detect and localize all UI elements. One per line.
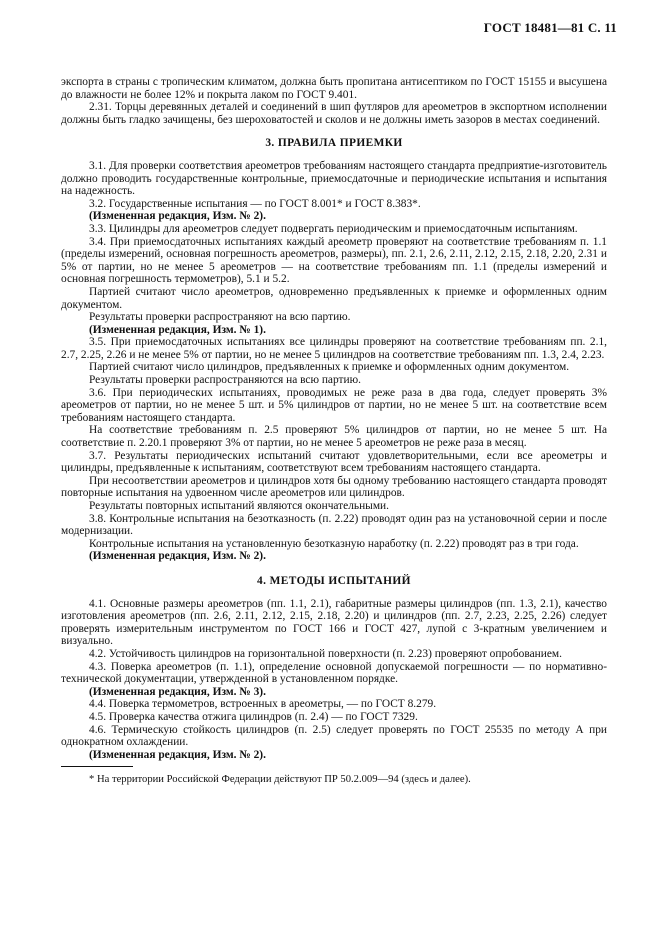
edit-note: (Измененная редакция, Изм. № 2). — [89, 550, 266, 563]
paragraph: 3.6. При периодических испытаниях, проводимых не реже раза в два года, следует проверять 3% ареометров от партии, но не менее 5 шт. и 5% цилиндров от партии, но не менее 5 шт. на соответствие всем требованиям настоящего стандарта. — [61, 386, 607, 424]
paragraph: 4.2. Устойчивость цилиндров на горизонтальной поверхности (п. 2.23) проверяют опробованием. — [89, 647, 562, 660]
edit-note: (Измененная редакция, Изм. № 2). — [89, 210, 266, 223]
paragraph: 4.5. Проверка качества отжига цилиндров (п. 2.4) — по ГОСТ 7329. — [89, 710, 418, 723]
paragraph: Контрольные испытания на установленную безотказную наработку (п. 2.22) проводят раз в три года. — [89, 537, 579, 550]
paragraph: 4.6. Термическую стойкость цилиндров (п. 2.5) следует проверять по ГОСТ 25535 по методу А при однократном охлаждении. — [61, 723, 607, 749]
paragraph: 2.31. Торцы деревянных деталей и соединений в шип футляров для ареометров в экспортном исполнении должны быть гладко зачищены, без шероховатостей и сколов и не должны иметь зазоров в местах соединений. — [61, 101, 607, 126]
section-heading: 3. ПРАВИЛА ПРИЕМКИ — [265, 137, 403, 150]
edit-note: (Измененная редакция, Изм. № 2). — [89, 748, 266, 761]
paragraph: Партией считают число цилиндров, предъявленных к приемке и оформленных одним документом. — [89, 361, 570, 374]
edit-note: (Измененная редакция, Изм. № 1). — [89, 323, 266, 336]
paragraph: 3.4. При приемосдаточных испытаниях каждый ареометр проверяют на соответствие требованиям п. 1.1 (пределы измерений, основная погрешность ареометров, размеры), пп. 2.1, 2.6, 2.11, 2.12, 2.15, 2.18, 2.20, 2.31 и 5% от партии, но не менее 5 ареометров — на соответствие требованиям пп. 1.1 (пределы измерений и основная погрешность термометров), 5.1 и 5.2. — [61, 235, 607, 286]
paragraph: 3.1. Для проверки соответствия ареометров требованиям настоящего стандарта предприятие-изготовитель должно проводить государственные контрольные, приемосдаточные и периодические испытания и испытания на надежность. — [61, 159, 607, 198]
page-header: ГОСТ 18481—81 С. 11 — [483, 20, 617, 35]
page-body — [61, 76, 607, 787]
paragraph: 4.4. Поверка термометров, встроенных в ареометры, — по ГОСТ 8.279. — [89, 698, 437, 711]
section-heading: 4. МЕТОДЫ ИСПЫТАНИЙ — [257, 574, 411, 587]
paragraph: Результаты проверки распространяют на всю партию. — [89, 311, 351, 324]
paragraph: При несоответствии ареометров и цилиндров хотя бы одному требованию настоящего стандарта проводят повторные испытания на удвоенном числе ареометров или цилиндров. — [61, 474, 607, 500]
paragraph: На соответствие требованиям п. 2.5 проверяют 5% цилиндров от партии, но не менее 5 шт. На соответствие п. 2.20.1 проверяют 3% от партии, но не менее 5 ареометров не реже раза в месяц. — [61, 424, 607, 450]
paragraph: 4.1. Основные размеры ареометров (пп. 1.1, 2.1), габаритные размеры цилиндров (пп. 1.3, 2.1), качество изготовления ареометров (пп. 2.6, 2.11, 2.12, 2.15, 2.18, 2.20) и цилиндров (пп. 2.7, 2.23, 2.25, 2.26) следует проверять измерительным инструментом по ГОСТ 166 и ГОСТ 427, лупой с 3-кратным увеличением и визуально. — [61, 597, 607, 648]
paragraph: 3.5. При приемосдаточных испытаниях все цилиндры проверяют на соответствие требованиям пп. 2.1, 2.7, 2.25, 2.26 и не менее 5% от партии, но не менее 5 цилиндров на соответствие требованиям пп. 1.3, 2.4, 2.23. — [61, 336, 607, 361]
paragraph: экспорта в страны с тропическим климатом, должна быть пропитана антисептиком по ГОСТ 15155 и высушена до влажности не более 12% и покрыта лаком по ГОСТ 9.401. — [61, 76, 607, 101]
paragraph: 3.3. Цилиндры для ареометров следует подвергать периодическим и приемосдаточным испытаниям. — [89, 222, 578, 235]
edit-note: (Измененная редакция, Изм. № 3). — [89, 685, 266, 698]
paragraph: Результаты проверки распространяются на всю партию. — [89, 374, 361, 387]
paragraph: 3.2. Государственные испытания — по ГОСТ 8.001* и ГОСТ 8.383*. — [89, 197, 421, 210]
paragraph: 3.7. Результаты периодических испытаний считают удовлетворительными, если все ареометры и цилиндры, предъявленные к испытаниям, соответствуют всем требованиям настоящего стандарта. — [61, 449, 607, 475]
paragraph: Партией считают число ареометров, одновременно предъявленных к приемке и оформленных одним документом. — [61, 285, 607, 311]
footnote: * На территории Российской Федерации действуют ПР 50.2.009—94 (здесь и далее). — [89, 774, 471, 786]
footnote-divider — [61, 766, 133, 767]
paragraph: 4.3. Поверка ареометров (п. 1.1), определение основной допускаемой погрешности — по нормативно-технической документации, утвержденной в установленном порядке. — [61, 660, 607, 686]
paragraph: 3.8. Контрольные испытания на безотказность (п. 2.22) проводят один раз на установочной серии и после модернизации. — [61, 512, 607, 538]
paragraph: Результаты повторных испытаний являются окончательными. — [89, 500, 389, 512]
